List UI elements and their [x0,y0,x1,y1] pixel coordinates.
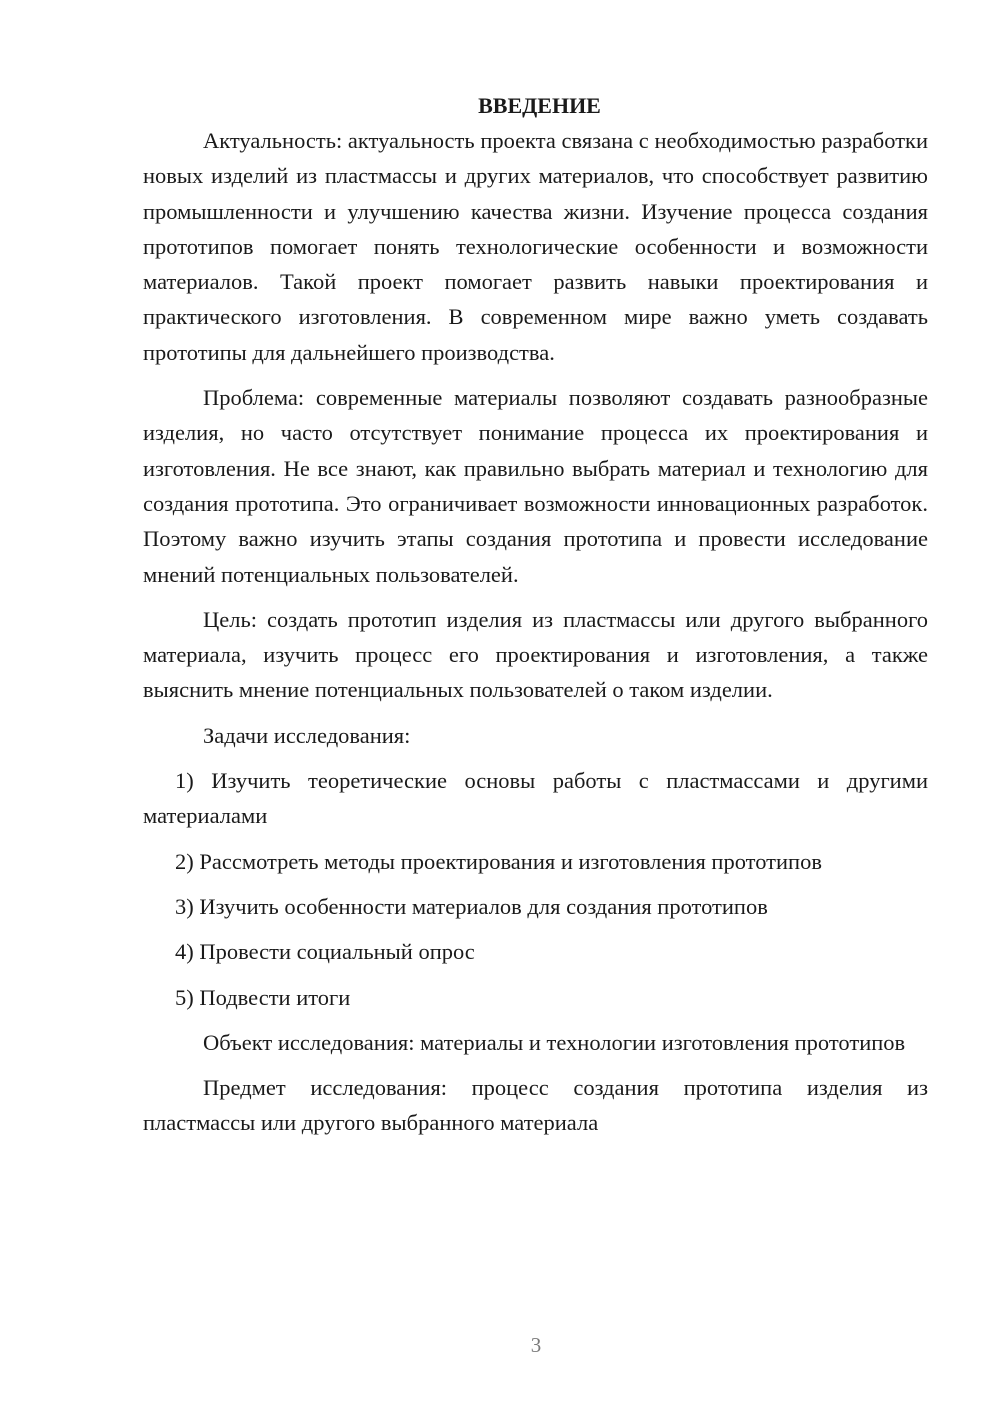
paragraph-object: Объект исследования: материалы и технологии изготовления прототипов [203,1029,906,1055]
task-item-5: 5) Подвести итоги [175,984,351,1010]
paragraph-relevance: Актуальность: актуальность проекта связана с необходимостью разработки новых изделий из пластмассы и других материалов, что способствует развитию промышленности и улучшению качества жизни. Изучение процесса создания прототипов помогает понять технологические особенности и возможности материалов. Такой проект помогает развить навыки проектирования и практического изготовления. В современном мире важно уметь создавать прототипы для дальнейшего производства. [143,128,928,365]
paragraph-problem: Проблема: современные материалы позволяют создавать разнообразные изделия, но часто отсутствует понимание процесса их проектирования и изготовления. Не все знают, как правильно выбрать материал и технологию для создания прототипа. Это ограничивает возможности инновационных разработок. Поэтому важно изучить этапы создания прототипа и провести исследование мнений потенциальных пользователей. [143,385,928,587]
task-item-3: 3) Изучить особенности материалов для создания прототипов [175,893,768,919]
task-item-4: 4) Провести социальный опрос [175,939,475,965]
document-page [143,88,928,1141]
task-item-2: 2) Рассмотреть методы проектирования и изготовления прототипов [175,848,822,874]
paragraph-goal: Цель: создать прототип изделия из пластмассы или другого выбранного материала, изучить процесс его проектирования и изготовления, а также выяснить мнение потенциальных пользователей о таком изделии. [143,606,928,703]
page-number: 3 [530,1333,542,1357]
tasks-heading: Задачи исследования: [203,722,411,748]
paragraph-subject: Предмет исследования: процесс создания прототипа изделия из пластмассы или другого выбранного материала [143,1075,928,1136]
task-item-1: 1) Изучить теоретические основы работы с пластмассами и другими материалами [143,768,928,829]
page-title: ВВЕДЕНИЕ [478,93,601,118]
